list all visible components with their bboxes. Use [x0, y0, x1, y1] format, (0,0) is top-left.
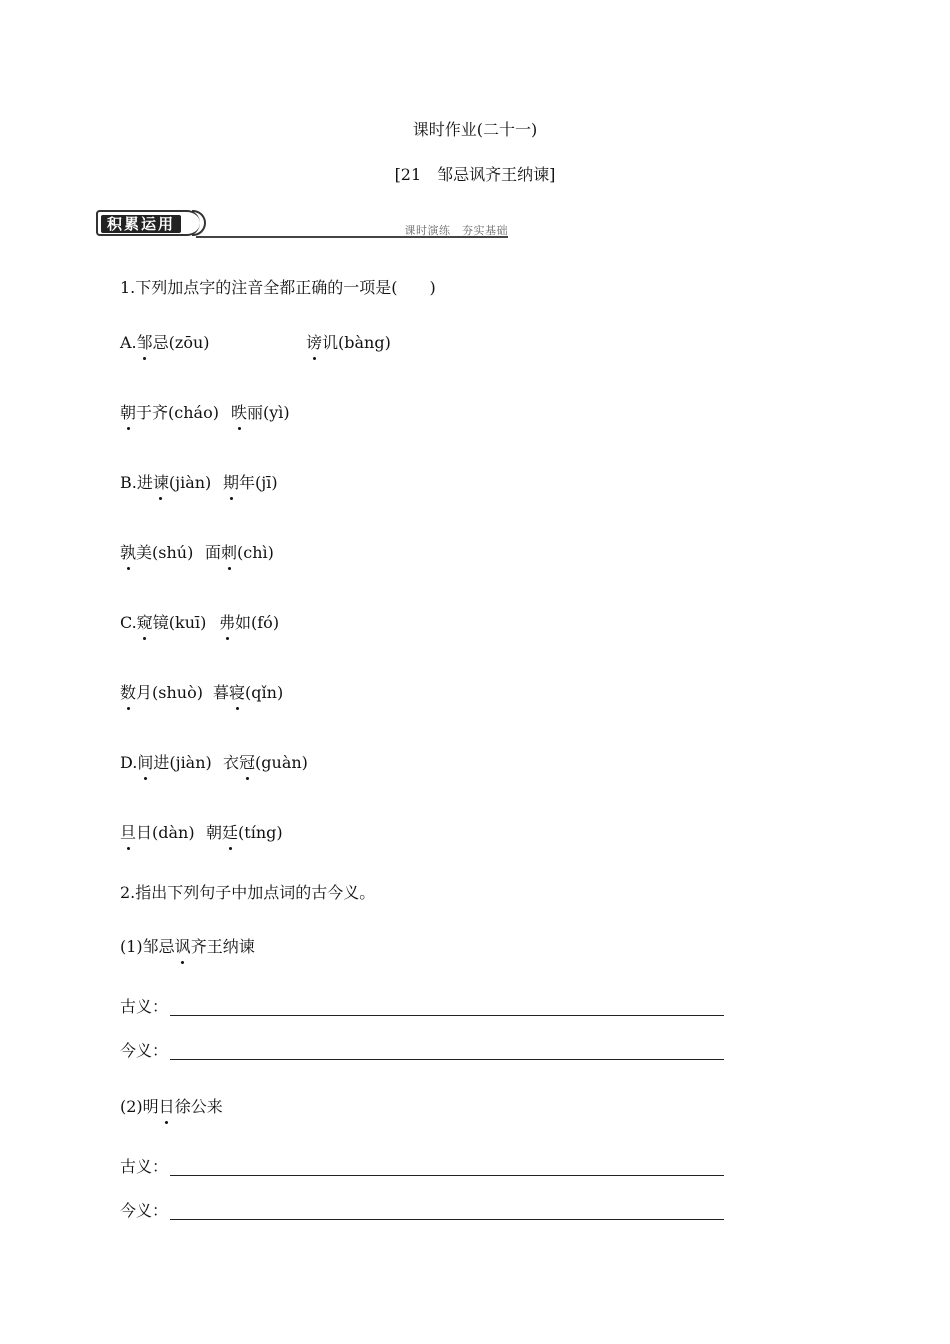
dotted-char: 窥 — [136, 613, 153, 632]
dotted-char: 谏 — [152, 473, 169, 492]
dotted-char: 数 — [120, 683, 137, 702]
text-post: 月(shuò) — [136, 683, 203, 702]
option-b-item-4 — [205, 543, 274, 563]
text-post: (tíng) — [238, 823, 283, 842]
option-c-item-3 — [120, 683, 203, 703]
dotted-char: 弗 — [219, 613, 236, 632]
text-post: 进(jiàn) — [153, 753, 212, 772]
text-post: 齐王纳谏 — [190, 937, 255, 956]
option-b-item-2 — [223, 473, 278, 493]
dotted-char: 日 — [158, 1097, 175, 1116]
option-b-item-3 — [120, 543, 193, 563]
text-post: 徐公来 — [174, 1097, 223, 1116]
lesson-subtitle: [21 邹忌讽齐王纳谏] — [394, 165, 556, 184]
dotted-char: 期 — [223, 473, 240, 492]
dotted-char: 朝 — [120, 403, 137, 422]
text-post: (guàn) — [255, 753, 308, 772]
text-pre: 朝 — [206, 823, 223, 842]
text-post: (chì) — [237, 543, 274, 562]
text-pre: 衣 — [223, 753, 240, 772]
ancient-meaning-label: 古义： — [120, 997, 169, 1016]
text-pre: (2)明 — [120, 1097, 159, 1116]
option-c-item-1 — [120, 613, 206, 633]
dotted-char: 谤 — [306, 333, 323, 352]
banner-curve — [192, 210, 206, 236]
text-post: 年(jī) — [239, 473, 278, 492]
text-pre: D. — [120, 753, 138, 772]
text-pre: 暮 — [213, 683, 230, 702]
text-post: 如(fó) — [235, 613, 280, 632]
modern-meaning-answer-line-2[interactable] — [170, 1219, 724, 1220]
section-banner — [96, 210, 508, 240]
text-pre: A. — [120, 333, 137, 352]
text-post: (qǐn) — [245, 683, 284, 702]
dotted-char: 刺 — [221, 543, 238, 562]
text-post: 讥(bàng) — [322, 333, 391, 352]
dotted-char: 孰 — [120, 543, 137, 562]
text-post: 镜(kuī) — [152, 613, 207, 632]
option-a-item-1 — [120, 333, 210, 353]
option-c-item-2 — [219, 613, 279, 633]
text-pre: (1)邹忌 — [120, 937, 175, 956]
text-post: 丽(yì) — [247, 403, 290, 422]
text-post: (jiàn) — [168, 473, 212, 492]
text-pre: C. — [120, 613, 137, 632]
q2-item-1 — [120, 937, 255, 957]
dotted-char: 昳 — [231, 403, 248, 422]
option-d-item-2 — [223, 753, 308, 773]
option-a-item-4 — [231, 403, 290, 423]
question-2-stem: 2.指出下列句子中加点词的古今义。 — [120, 883, 376, 902]
option-d-item-3 — [120, 823, 195, 843]
ancient-meaning-answer-line[interactable] — [170, 1015, 724, 1016]
text-post: 日(dàn) — [136, 823, 195, 842]
dotted-char: 廷 — [222, 823, 239, 842]
option-b-item-1 — [120, 473, 211, 493]
dotted-char: 间 — [137, 753, 154, 772]
dotted-char: 讽 — [174, 937, 191, 956]
ancient-meaning-label-2: 古义： — [120, 1157, 169, 1176]
banner-tab — [96, 210, 200, 236]
section-label: 积累运用 — [101, 215, 181, 233]
text-pre: 面 — [205, 543, 222, 562]
question-1-stem: 1.下列加点字的注音全都正确的一项是( ) — [120, 278, 436, 297]
ancient-meaning-answer-line-2[interactable] — [170, 1175, 724, 1176]
modern-meaning-label: 今义： — [120, 1041, 169, 1060]
page-title: 课时作业(二十一) — [412, 120, 538, 139]
option-a-item-2 — [306, 333, 391, 353]
q2-item-2 — [120, 1097, 223, 1117]
dotted-char: 旦 — [120, 823, 137, 842]
option-d-item-4 — [206, 823, 283, 843]
text-post: 于齐(cháo) — [136, 403, 219, 422]
section-tagline: 课时演练 夯实基础 — [404, 224, 508, 237]
dotted-char: 寝 — [229, 683, 246, 702]
modern-meaning-answer-line[interactable] — [170, 1059, 724, 1060]
text-post: 忌(zōu) — [152, 333, 210, 352]
dotted-char: 冠 — [239, 753, 256, 772]
dotted-char: 邹 — [136, 333, 153, 352]
option-c-item-4 — [213, 683, 283, 703]
text-pre: B.进 — [120, 473, 153, 492]
option-d-item-1 — [120, 753, 212, 773]
modern-meaning-label-2: 今义： — [120, 1201, 169, 1220]
text-post: 美(shú) — [136, 543, 194, 562]
option-a-item-3 — [120, 403, 219, 423]
